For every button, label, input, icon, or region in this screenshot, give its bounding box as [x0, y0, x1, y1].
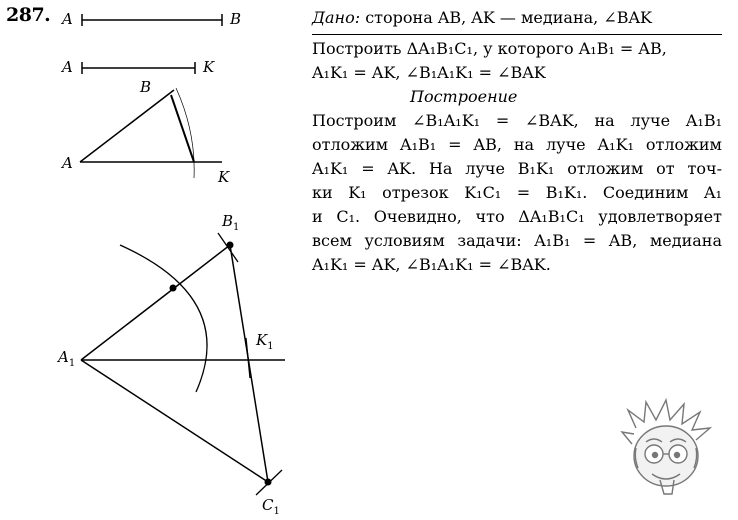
given-angle — [80, 88, 222, 178]
point-b1 — [227, 242, 234, 249]
constructed-triangle — [81, 245, 285, 482]
label-seg-ak-a: A — [62, 58, 73, 76]
solution-line: всем условиям задачи: A₁B₁ = AB, медиана — [312, 231, 722, 250]
given-text: сторона AB, AK — медиана, ∠BAK — [365, 8, 652, 27]
label-b1: $B_1$ — [222, 212, 240, 233]
task-line-1: Построить ΔA₁B₁C₁, у которого A₁B₁ = AB, — [312, 39, 667, 58]
label-c1: $C_1$ — [262, 496, 280, 517]
label-seg-ak-k: K — [203, 58, 215, 76]
compass-arcs — [120, 233, 282, 495]
label-seg-ab-b: B — [230, 10, 242, 28]
solution-line: Построим ∠B₁A₁K₁ = ∠BAK, на луче A₁B₁ — [312, 111, 722, 130]
label-k1: $K_1$ — [256, 331, 274, 352]
segment-ak — [82, 62, 195, 74]
given-line — [312, 6, 722, 30]
label-tri-a: A — [62, 154, 73, 172]
point-on-arc — [170, 285, 177, 292]
solution-line: и C₁. Очевидно, что ΔA₁B₁C₁ удовлетворяет — [312, 207, 722, 226]
point-c1 — [265, 479, 272, 486]
label-seg-ab-a: A — [62, 10, 73, 28]
label-tri-k: K — [218, 168, 230, 186]
problem-text — [312, 6, 722, 277]
given-label: Дано: — [312, 8, 361, 27]
section-heading: Построение — [410, 87, 518, 106]
professor-mascot-icon — [618, 398, 718, 508]
problem-number: 287. — [6, 4, 51, 26]
solution-line: отложим A₁B₁ = AB, на луче A₁K₁ отложим — [312, 135, 722, 154]
label-a1: $A_1$ — [58, 348, 76, 369]
segment-ab — [82, 14, 222, 26]
divider-line — [312, 34, 722, 35]
solution-line: A₁K₁ = AK. На луче B₁K₁ отложим от точ- — [312, 159, 722, 178]
solution-text — [312, 109, 722, 277]
task-line-2: A₁K₁ = AK, ∠B₁A₁K₁ = ∠BAK — [312, 63, 546, 82]
solution-line: ки K₁ отрезок K₁C₁ = B₁K₁. Соединим A₁ — [312, 183, 722, 202]
label-tri-b: B — [140, 78, 152, 96]
construction-figure — [0, 0, 310, 520]
solution-line: A₁K₁ = AK, ∠B₁A₁K₁ = ∠BAK. — [312, 255, 551, 274]
